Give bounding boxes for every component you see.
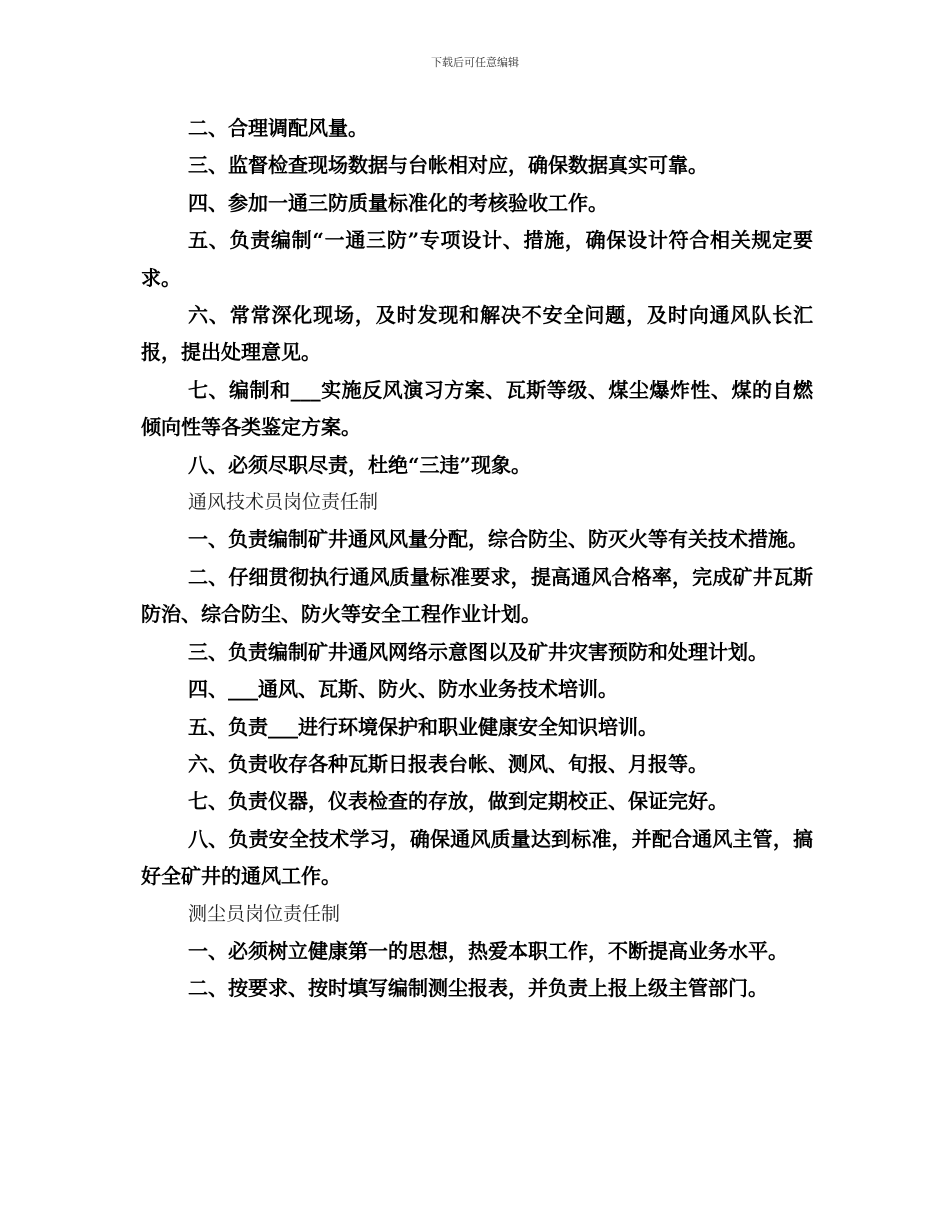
paragraph: 七、负责仪器，仪表检查的存放，做到定期校正、保证完好。 xyxy=(188,789,728,814)
paragraph: 六、常常深化现场，及时发现和解决不安全问题，及时向通风队长汇报，提出处理意见。 xyxy=(141,303,813,365)
paragraph: 二、合理调配风量。 xyxy=(188,116,368,140)
document-body xyxy=(141,110,813,1008)
paragraph: 二、按要求、按时填写编制测尘报表，并负责上报上级主管部门。 xyxy=(188,976,768,1001)
paragraph: 五、负责编制“一通三防”专项设计、措施，确保设计符合相关规定要求。 xyxy=(141,228,813,290)
paragraph: 三、负责编制矿井通风网络示意图以及矿井灾害预防和处理计划。 xyxy=(188,639,768,664)
paragraph: 八、必须尽职尽责，杜绝“三违”现象。 xyxy=(188,452,532,477)
section-heading: 测尘员岗位责任制 xyxy=(188,902,341,925)
paragraph: 一、负责编制矿井通风风量分配，综合防尘、防灭火等有关技术措施。 xyxy=(188,527,808,552)
page-header: 下载后可任意编辑 xyxy=(431,56,519,69)
paragraph: 七、编制和___实施反风演习方案、瓦斯等级、煤尘爆炸性、煤的自燃倾向性等各类鉴定方案。 xyxy=(141,377,813,440)
paragraph: 四、参加一通三防质量标准化的考核验收工作。 xyxy=(188,190,608,215)
paragraph: 六、负责收存各种瓦斯日报表台帐、测风、旬报、月报等。 xyxy=(188,751,708,776)
paragraph: 二、仔细贯彻执行通风质量标准要求，提高通风合格率，完成矿井瓦斯防治、综合防尘、防火等安全工程作业计划。 xyxy=(141,564,813,627)
paragraph: 一、必须树立健康第一的思想，热爱本职工作，不断提高业务水平。 xyxy=(188,938,788,963)
paragraph: 八、负责安全技术学习，确保通风质量达到标准，并配合通风主管，搞好全矿井的通风工作。 xyxy=(141,826,813,889)
section-heading: 通风技术员岗位责任制 xyxy=(188,491,379,514)
paragraph: 三、监督检查现场数据与台帐相对应，确保数据真实可靠。 xyxy=(188,153,708,178)
paragraph: 五、负责___进行环境保护和职业健康安全知识培训。 xyxy=(188,714,658,739)
paragraph: 四、___通风、瓦斯、防火、防水业务技术培训。 xyxy=(188,677,618,702)
